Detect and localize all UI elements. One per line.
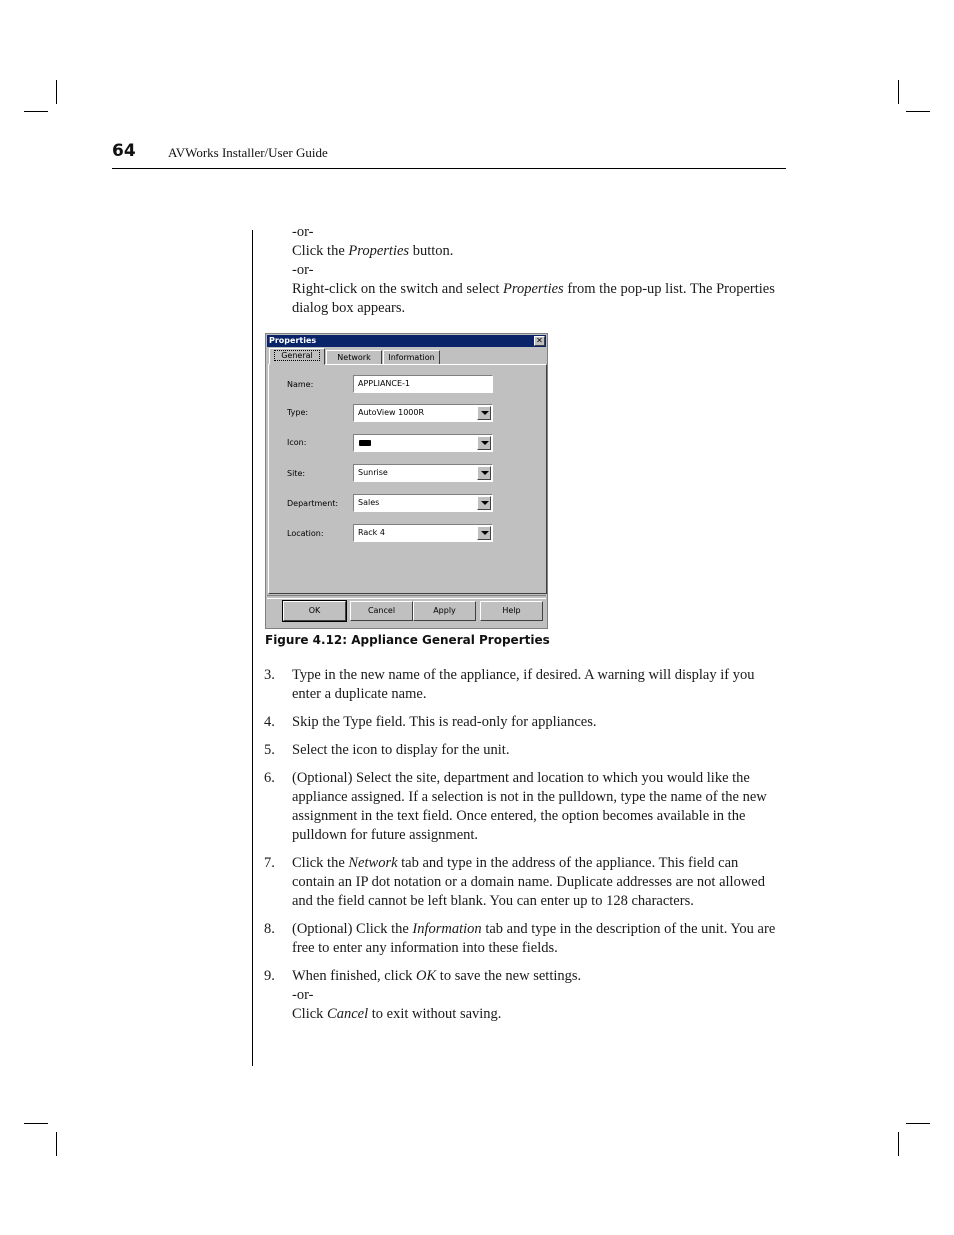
chevron-down-icon[interactable] bbox=[477, 436, 491, 450]
icon-label: Icon: bbox=[287, 438, 307, 447]
dialog-separator bbox=[267, 595, 546, 599]
header-rule bbox=[112, 168, 786, 169]
list-item: 7. Click the Network tab and type in the address of the appliance. This field can contain an IP dot notation or a domain name. Duplicate addresses are not allowed and the field cannot be left blank. You can enter up to 128 characters. bbox=[264, 855, 765, 909]
chevron-down-icon[interactable] bbox=[477, 526, 491, 540]
intro-or: -or- bbox=[292, 262, 314, 278]
list-item: 3. Type in the new name of the appliance, if desired. A warning will display if you enter a duplicate name. bbox=[264, 667, 755, 702]
site-label: Site: bbox=[287, 469, 306, 478]
dialog-titlebar bbox=[267, 335, 546, 347]
general-panel bbox=[268, 364, 547, 594]
list-item: 6. (Optional) Select the site, department and location to which you would like the appliance assigned. If a selection is not in the pulldown, type the name of the new assignment in the text field. Once entered, the option becomes available in the pulldown for future assignment. bbox=[264, 770, 767, 843]
location-select[interactable] bbox=[353, 524, 493, 542]
appliance-icon bbox=[359, 440, 371, 446]
list-item: 9. When finished, click OK to save the new settings. -or- Click Cancel to exit without saving. bbox=[264, 968, 582, 1022]
close-icon[interactable]: ✕ bbox=[534, 336, 545, 346]
ok-button[interactable]: OK bbox=[283, 601, 346, 621]
department-value: Sales bbox=[358, 498, 380, 507]
name-label: Name: bbox=[287, 380, 314, 389]
page-number: 64 bbox=[112, 141, 136, 161]
crop-mark bbox=[56, 1132, 57, 1156]
intro-click-properties: Click the Properties button. bbox=[292, 243, 454, 259]
icon-select[interactable] bbox=[353, 434, 493, 452]
cancel-button[interactable]: Cancel bbox=[350, 601, 413, 621]
chevron-down-icon[interactable] bbox=[477, 466, 491, 480]
list-item: 8. (Optional) Click the Information tab and type in the description of the unit. You are free to enter any information into these fields. bbox=[264, 921, 776, 956]
tab-general[interactable]: General bbox=[269, 348, 325, 365]
running-title: AVWorks Installer/User Guide bbox=[168, 145, 328, 160]
crop-mark bbox=[906, 111, 930, 112]
type-label: Type: bbox=[287, 408, 309, 417]
tab-network[interactable]: Network bbox=[326, 350, 382, 365]
name-field[interactable]: APPLIANCE-1 bbox=[353, 375, 493, 393]
apply-button[interactable]: Apply bbox=[413, 601, 476, 621]
dialog-title: Properties bbox=[269, 336, 317, 345]
crop-mark bbox=[906, 1123, 930, 1124]
department-label: Department: bbox=[287, 499, 339, 508]
chevron-down-icon[interactable] bbox=[477, 496, 491, 510]
list-item: 4. Skip the Type field. This is read-only for appliances. bbox=[264, 714, 597, 730]
steps-list bbox=[264, 666, 784, 1033]
chevron-down-icon[interactable] bbox=[477, 406, 491, 420]
intro-right-click: Right-click on the switch and select Properties from the pop-up list. The Properties dialog box appears. bbox=[292, 281, 775, 316]
department-select[interactable] bbox=[353, 494, 493, 512]
type-select[interactable] bbox=[353, 404, 493, 422]
properties-dialog bbox=[265, 333, 548, 629]
location-label: Location: bbox=[287, 529, 324, 538]
type-value: AutoView 1000R bbox=[358, 408, 425, 417]
crop-mark bbox=[56, 80, 57, 104]
margin-rule bbox=[252, 230, 253, 1066]
intro-text bbox=[292, 223, 782, 318]
site-value: Sunrise bbox=[358, 468, 388, 477]
crop-mark bbox=[24, 111, 48, 112]
site-select[interactable] bbox=[353, 464, 493, 482]
crop-mark bbox=[898, 1132, 899, 1156]
figure-caption: Figure 4.12: Appliance General Properties bbox=[265, 633, 550, 647]
tab-information[interactable]: Information bbox=[383, 350, 440, 365]
crop-mark bbox=[24, 1123, 48, 1124]
help-button[interactable]: Help bbox=[480, 601, 543, 621]
crop-mark bbox=[898, 80, 899, 104]
intro-or: -or- bbox=[292, 224, 314, 240]
location-value: Rack 4 bbox=[358, 528, 385, 537]
list-item: 5. Select the icon to display for the unit. bbox=[264, 742, 510, 758]
